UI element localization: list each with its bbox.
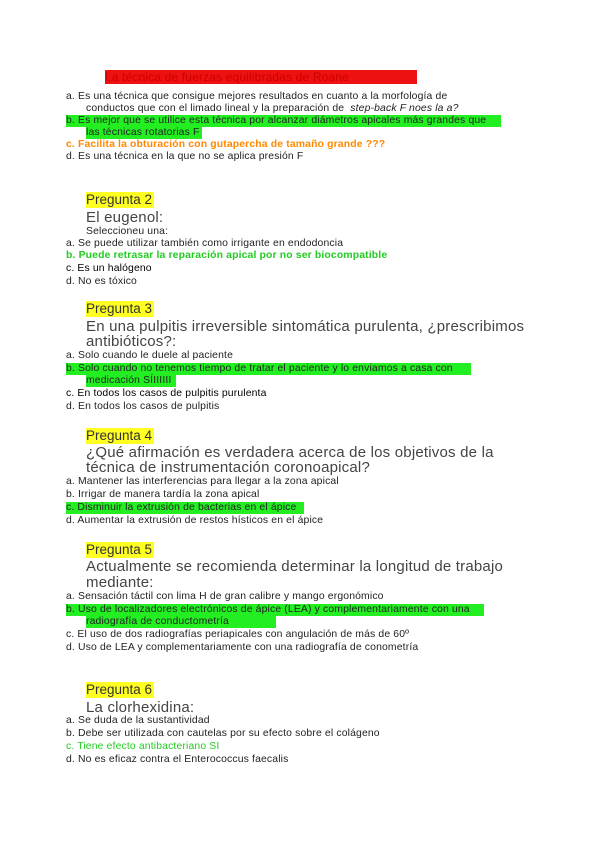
q6-option-c: c. Tiene efecto antibacteriano SI — [66, 741, 220, 752]
q5-option-b: b. Uso de localizadores electrónicos de ápice (LEA) y complementariamente con una — [66, 604, 484, 616]
q4-label: Pregunta 4 — [86, 428, 153, 443]
q2-label: Pregunta 2 — [86, 192, 153, 207]
q2-question: El eugenol: — [86, 209, 164, 226]
q2-option-b: b. Puede retrasar la reparación apical por no ser biocompatible — [66, 250, 388, 261]
q6-option-d: d. No es eficaz contra el Enterococcus faecalis — [66, 754, 289, 765]
q5-option-a: a. Sensación táctil con lima H de gran calibre y mango ergonómico — [66, 591, 384, 602]
q4-question-cont: técnica de instrumentación coronoapical? — [86, 459, 370, 476]
q2-option-c: c. Es un halógeno — [66, 263, 152, 274]
q4-option-c: c. Disminuir la extrusión de bacterias en el ápice — [66, 502, 304, 514]
q1-option-a-text: conductos que con el limado lineal y la preparación de — [86, 103, 345, 114]
q3-question-cont: antibióticos?: — [86, 333, 177, 350]
q1-option-c: c. Facilita la obturación con gutapercha de tamaño grande ??? — [66, 139, 386, 150]
q1-option-d: d. Es una técnica en la que no se aplica presión F — [66, 151, 304, 162]
q6-label: Pregunta 6 — [86, 682, 153, 697]
q5-option-c: c. El uso de dos radiografías periapicales con angulación de más de 60º — [66, 629, 410, 640]
q4-option-a: a. Mantener las interferencias para llegar a la zona apical — [66, 476, 339, 487]
q3-option-c: c. En todos los casos de pulpitis purulenta — [66, 388, 267, 399]
q5-option-d: d. Uso de LEA y complementariamente con una radiografía de conometría — [66, 642, 419, 653]
q3-question: En una pulpitis irreversible sintomática purulenta, ¿prescribimos — [86, 318, 525, 335]
q1-option-a: a. Es una técnica que consigue mejores resultados en cuanto a la morfología de — [66, 91, 448, 102]
q4-question: ¿Qué afirmación es verdadera acerca de los objetivos de la — [86, 444, 494, 461]
q5-label: Pregunta 5 — [86, 542, 153, 557]
q4-option-d: d. Aumentar la extrusión de restos hísticos en el ápice — [66, 515, 324, 526]
q3-option-d: d. En todos los casos de pulpitis — [66, 401, 220, 412]
q5-question-cont: mediante: — [86, 574, 154, 591]
q3-option-a: a. Solo cuando le duele al paciente — [66, 350, 234, 361]
q1-title: La técnica de fuerzas equilibradas de Roane — [105, 70, 417, 84]
q5-option-b-cont: radiografía de conductometría — [86, 616, 276, 628]
q1-option-b: b. Es mejor que se utilice esta técnica por alcanzar diámetros apicales más grandes que — [66, 115, 501, 127]
q5-question: Actualmente se recomienda determinar la longitud de trabajo — [86, 558, 504, 575]
q3-option-b: b. Solo cuando no tenemos tiempo de tratar el paciente y lo enviamos a casa con — [66, 363, 471, 375]
q3-label: Pregunta 3 — [86, 301, 153, 316]
q1-option-b-cont: las técnicas rotatorias F — [86, 127, 202, 139]
q6-question: La clorhexidina: — [86, 699, 195, 716]
q4-option-b: b. Irrigar de manera tardía la zona apical — [66, 489, 260, 500]
q6-option-b: b. Debe ser utilizada con cautelas por su efecto sobre el colágeno — [66, 728, 380, 739]
q2-option-d: d. No es tóxico — [66, 276, 137, 287]
q1-option-a-italic: step-back F noes la a? — [350, 103, 459, 114]
q6-option-a: a. Se duda de la sustantividad — [66, 715, 210, 726]
q1-option-a-cont — [86, 103, 459, 115]
q2-select-prompt: Seleccioneu una: — [86, 226, 169, 237]
q2-option-a: a. Se puede utilizar también como irrigante en endodoncia — [66, 238, 344, 249]
q3-option-b-cont: medicación SÍIIIIII — [86, 375, 176, 387]
